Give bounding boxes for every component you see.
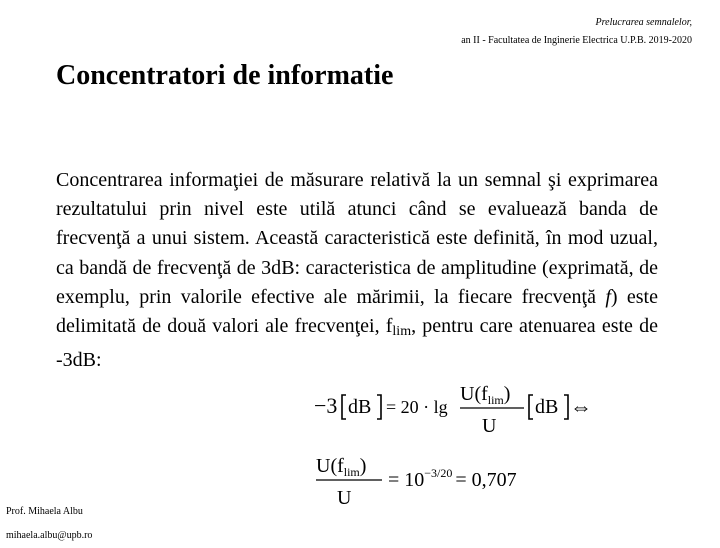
- slide-title: Concentratori de informatie: [56, 60, 394, 91]
- slide-footer: [6, 500, 92, 548]
- eq1-bracket2-right: [564, 395, 568, 419]
- eq1-bracket-left: [342, 395, 346, 419]
- eq1-lhs: −3: [314, 393, 338, 418]
- eq2-num-main: U(f: [316, 455, 344, 477]
- eq2-rhs: [388, 466, 517, 491]
- slide-header: [461, 14, 692, 50]
- paragraph-part1: Concentrarea informaţiei de măsurare relativă la un semnal şi exprimarea rezultatului prin nivel este utilă atunci când se evaluează banda de frecvenţă a unui sistem. Această caracteristică este definită, în mod uzual, ca bandă de frecvenţă de 3d: [56, 169, 658, 279]
- eq2-denominator: U: [337, 487, 352, 509]
- course-name: Prelucrarea semnalelor,: [595, 17, 692, 28]
- author-name: Prof. Mihaela Albu: [6, 506, 83, 517]
- f-symbol: f: [605, 285, 611, 308]
- paragraph-part5: B:: [82, 349, 102, 372]
- paragraph-part3: ) este delimitată de două valori ale frecvenţei, f: [56, 285, 658, 338]
- equation-1: [312, 380, 612, 436]
- equation-2: [312, 452, 562, 512]
- eq2-rhs-value: = 0,707: [455, 469, 517, 491]
- eq1-implies: ⇔: [570, 394, 592, 419]
- eq2-numerator: [316, 455, 366, 479]
- eq2-num-sub: lim: [343, 465, 360, 479]
- eq1-denominator: U: [482, 415, 497, 436]
- eq2-rhs-exp: −3/20: [424, 466, 453, 480]
- eq1-bracket2-left: [529, 395, 533, 419]
- eq1-num-close: ): [503, 383, 511, 405]
- lim-subscript: lim: [392, 324, 412, 340]
- eq1-unit-db: dB: [348, 396, 372, 418]
- eq1-unit-db2: dB: [535, 396, 559, 418]
- eq1-num-main: U(f: [460, 383, 488, 405]
- paragraph-part2: B: caracteristica de amplitudine (exprimată, de exemplu, prin valorile efective ale mărimii, la fiecare frecvenţă: [56, 256, 658, 308]
- body-paragraph: [56, 166, 658, 375]
- eq2-num-close: ): [359, 455, 367, 477]
- eq1-numerator: [460, 383, 510, 407]
- eq1-num-sub: lim: [487, 393, 504, 407]
- eq1-bracket-right: [377, 395, 381, 419]
- eq1-equals-20lg: = 20 · lg: [386, 397, 448, 417]
- faculty-line: an II - Facultatea de Inginerie Electrica U.P.B. 2019-2020: [461, 35, 692, 46]
- eq2-rhs-base: = 10: [388, 469, 425, 491]
- paragraph-part4: , pentru care atenuarea este de -3d: [56, 315, 658, 372]
- author-email: mihaela.albu@upb.ro: [6, 530, 93, 541]
